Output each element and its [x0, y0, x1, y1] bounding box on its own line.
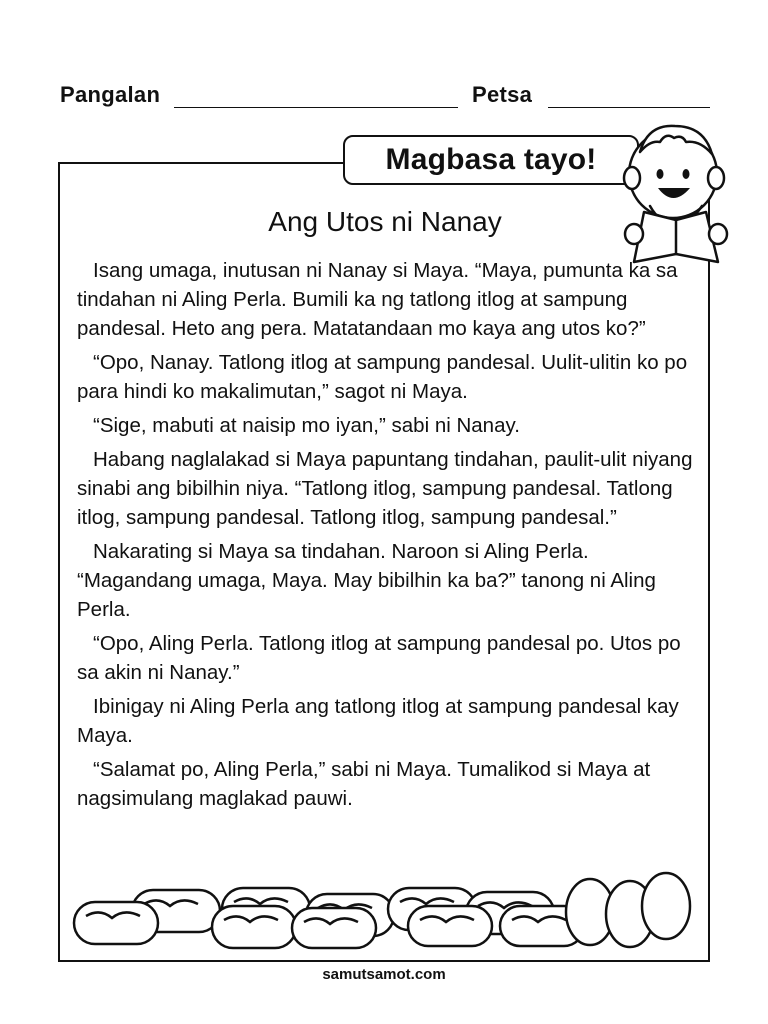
date-label: Petsa [472, 82, 533, 107]
paragraph: Habang naglalakad si Maya papuntang tindahan, paulit-ulit niyang sinabi ang bibilhin niya. “Tatlong itlog, sampung pandesal. Tatlong itlog, sampung pandesal. Tatlong itlog, sampung pandesal.” [77, 448, 693, 529]
banner-title: Magbasa tayo! [385, 143, 597, 176]
paragraph: “Opo, Nanay. Tatlong itlog at sampung pandesal. Uulit-ulitin ko po para hindi ko makalimutan,” sagot ni Maya. [77, 351, 688, 403]
pandesal-bread-icon [292, 908, 376, 948]
pandesal-bread-icon [408, 906, 492, 946]
date-field[interactable] [548, 107, 710, 108]
paragraph: “Salamat po, Aling Perla,” sabi ni Maya. Tumalikod si Maya at nagsimulang maglakad pauwi. [77, 758, 651, 810]
name-label: Pangalan [60, 82, 161, 107]
paragraph: Isang umaga, inutusan ni Nanay si Maya. “Maya, pumunta ka sa tindahan ni Aling Perla. Bumili ka ng tatlong itlog at sampung pandesal. Heto ang pera. Matatandaan mo kaya ang utos ko?” [77, 259, 678, 340]
egg-icon [642, 873, 690, 939]
student-info-header [60, 82, 720, 116]
footer-website: samutsamot.com [322, 966, 446, 983]
paragraph: “Opo, Aling Perla. Tatlong itlog at sampung pandesal po. Utos po sa akin ni Nanay.” [77, 632, 681, 684]
paragraph: Ibinigay ni Aling Perla ang tatlong itlog at sampung pandesal kay Maya. [77, 695, 679, 747]
story-text [77, 256, 703, 818]
story-title: Ang Utos ni Nanay [268, 206, 502, 237]
pandesal-bread-icon [74, 902, 158, 944]
banner [343, 135, 639, 185]
pandesal-bread-icon [212, 906, 296, 948]
name-field[interactable] [174, 107, 458, 108]
bread-and-eggs-illustration [70, 868, 700, 958]
boy-reading-book-icon [620, 112, 732, 270]
paragraph: Nakarating si Maya sa tindahan. Naroon si Aling Perla. “Magandang umaga, Maya. May bibilhin ka ba?” tanong ni Aling Perla. [77, 540, 656, 621]
paragraph: “Sige, mabuti at naisip mo iyan,” sabi ni Nanay. [93, 414, 520, 437]
